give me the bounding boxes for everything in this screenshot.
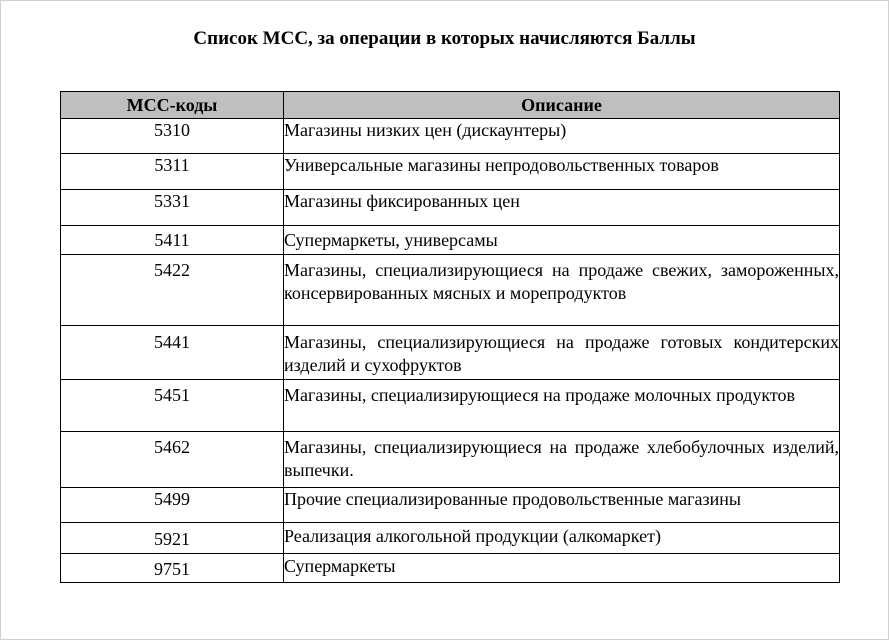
mcc-code-cell: 5422 [61, 255, 284, 326]
description-cell: Прочие специализированные продовольственные магазины [284, 488, 840, 523]
table-row [61, 119, 840, 154]
mcc-code-cell: 5331 [61, 190, 284, 226]
table-row [61, 488, 840, 523]
mcc-table [60, 91, 840, 583]
description-cell: Магазины, специализирующиеся на продаже хлебобулочных изделий, выпечки. [284, 432, 840, 488]
description-cell: Магазины фиксированных цен [284, 190, 840, 226]
table-row [61, 154, 840, 190]
mcc-code-cell: 5441 [61, 326, 284, 380]
table-row [61, 523, 840, 554]
header-description: Описание [284, 92, 840, 119]
mcc-code-cell: 5451 [61, 380, 284, 432]
table-row [61, 380, 840, 432]
table-row [61, 432, 840, 488]
table-header-row [61, 92, 840, 119]
mcc-code-cell: 5921 [61, 523, 284, 554]
mcc-code-cell: 5310 [61, 119, 284, 154]
description-cell: Магазины, специализирующиеся на продаже готовых кондитерских изделий и сухофруктов [284, 326, 840, 380]
description-cell: Супермаркеты [284, 554, 840, 583]
description-cell: Магазины, специализирующиеся на продаже молочных продуктов [284, 380, 840, 432]
header-mcc-codes: МСС-коды [61, 92, 284, 119]
mcc-code-cell: 9751 [61, 554, 284, 583]
mcc-code-cell: 5411 [61, 226, 284, 255]
mcc-code-cell: 5311 [61, 154, 284, 190]
table-row [61, 255, 840, 326]
table-row [61, 326, 840, 380]
description-cell: Реализация алкогольной продукции (алкомаркет) [284, 523, 840, 554]
description-cell: Магазины, специализирующиеся на продаже свежих, замороженных, консервированных мясных и морепродуктов [284, 255, 840, 326]
table-row [61, 190, 840, 226]
mcc-code-cell: 5499 [61, 488, 284, 523]
description-cell: Супермаркеты, универсамы [284, 226, 840, 255]
description-cell: Магазины низких цен (дискаунтеры) [284, 119, 840, 154]
description-cell: Универсальные магазины непродовольственных товаров [284, 154, 840, 190]
document-title: Список МСС, за операции в которых начисляются Баллы [193, 28, 696, 49]
mcc-code-cell: 5462 [61, 432, 284, 488]
table-row [61, 554, 840, 583]
table-row [61, 226, 840, 255]
